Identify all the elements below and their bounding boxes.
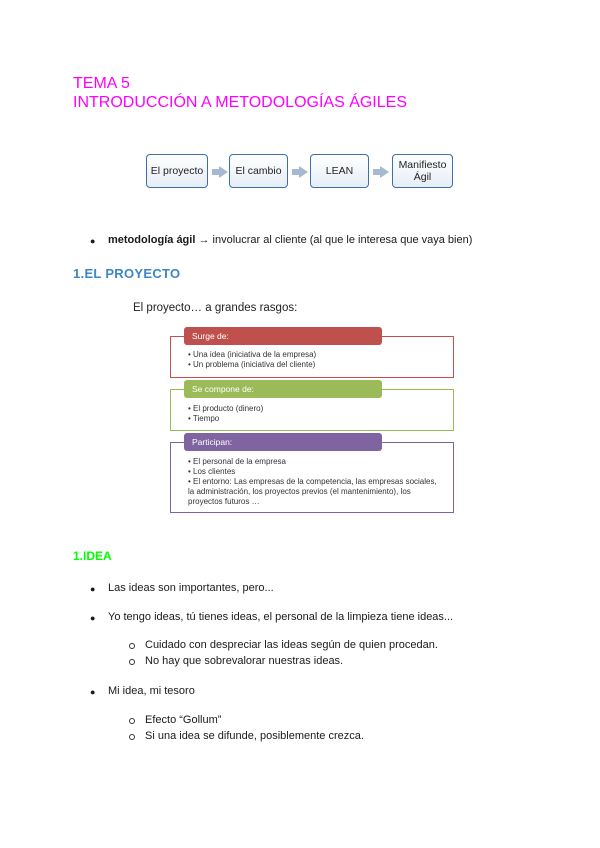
bullet-icon: ● (90, 613, 96, 623)
group-item: • El personal de la empresa (188, 457, 286, 466)
sub-bullet-icon (129, 718, 135, 724)
list-item: Las ideas son importantes, pero... (108, 582, 274, 594)
list-item: Mi idea, mi tesoro (108, 685, 195, 697)
section-heading-idea: 1.IDEA (73, 549, 112, 563)
group-item: • Una idea (iniciativa de la empresa) (188, 350, 317, 359)
group-item: • Un problema (iniciativa del cliente) (188, 360, 316, 369)
group-title-compone: Se compone de: (184, 380, 382, 398)
topic-number: TEMA 5 (73, 75, 130, 92)
group-item: • Los clientes (188, 467, 236, 476)
sub-bullet-icon (129, 734, 135, 740)
definition-line (108, 233, 472, 247)
group-item: • El entorno: Las empresas de la competencia, las empresas sociales, la administración, los proyectos previos (el mantenimiento), los proyectos futuros … (188, 477, 437, 506)
sub-list-item: Cuidado con despreciar las ideas según de quien procedan. (145, 639, 438, 651)
bullet-icon: ● (90, 584, 96, 594)
page-title: INTRODUCCIÓN A METODOLOGÍAS ÁGILES (73, 94, 407, 111)
bullet-icon: ● (90, 687, 96, 697)
group-item: • El producto (dinero) (188, 404, 264, 413)
section-heading-proyecto: 1.EL PROYECTO (73, 266, 181, 281)
group-title-participan: Participan: (184, 433, 382, 451)
sub-list-item: No hay que sobrevalorar nuestras ideas. (145, 655, 344, 667)
definition-text: involucrar al cliente (al que le interesa que vaya bien) (209, 234, 473, 246)
sub-bullet-icon (129, 643, 135, 649)
flow-step-cambio: El cambio (229, 154, 288, 188)
bullet-icon: ● (90, 236, 96, 246)
list-item: Yo tengo ideas, tú tienes ideas, el personal de la limpieza tiene ideas... (108, 611, 454, 623)
group-title-surge: Surge de: (184, 327, 382, 345)
flow-arrow-icon (380, 166, 389, 178)
flow-arrow-icon (299, 166, 308, 178)
sub-list-item: Si una idea se difunde, posiblemente crezca. (145, 730, 364, 742)
sub-bullet-icon (129, 659, 135, 665)
flow-step-lean: LEAN (310, 154, 369, 188)
flow-arrow-icon (219, 166, 228, 178)
definition-term: metodología ágil (108, 234, 196, 246)
definition-arrow: → (198, 234, 210, 246)
flow-step-manifiesto: Manifiesto Ágil (392, 154, 453, 188)
group-item: • Tiempo (188, 414, 220, 423)
section-intro: El proyecto… a grandes rasgos: (133, 302, 298, 314)
sub-list-item: Efecto “Gollum” (145, 714, 222, 726)
flow-step-proyecto: El proyecto (146, 154, 208, 188)
